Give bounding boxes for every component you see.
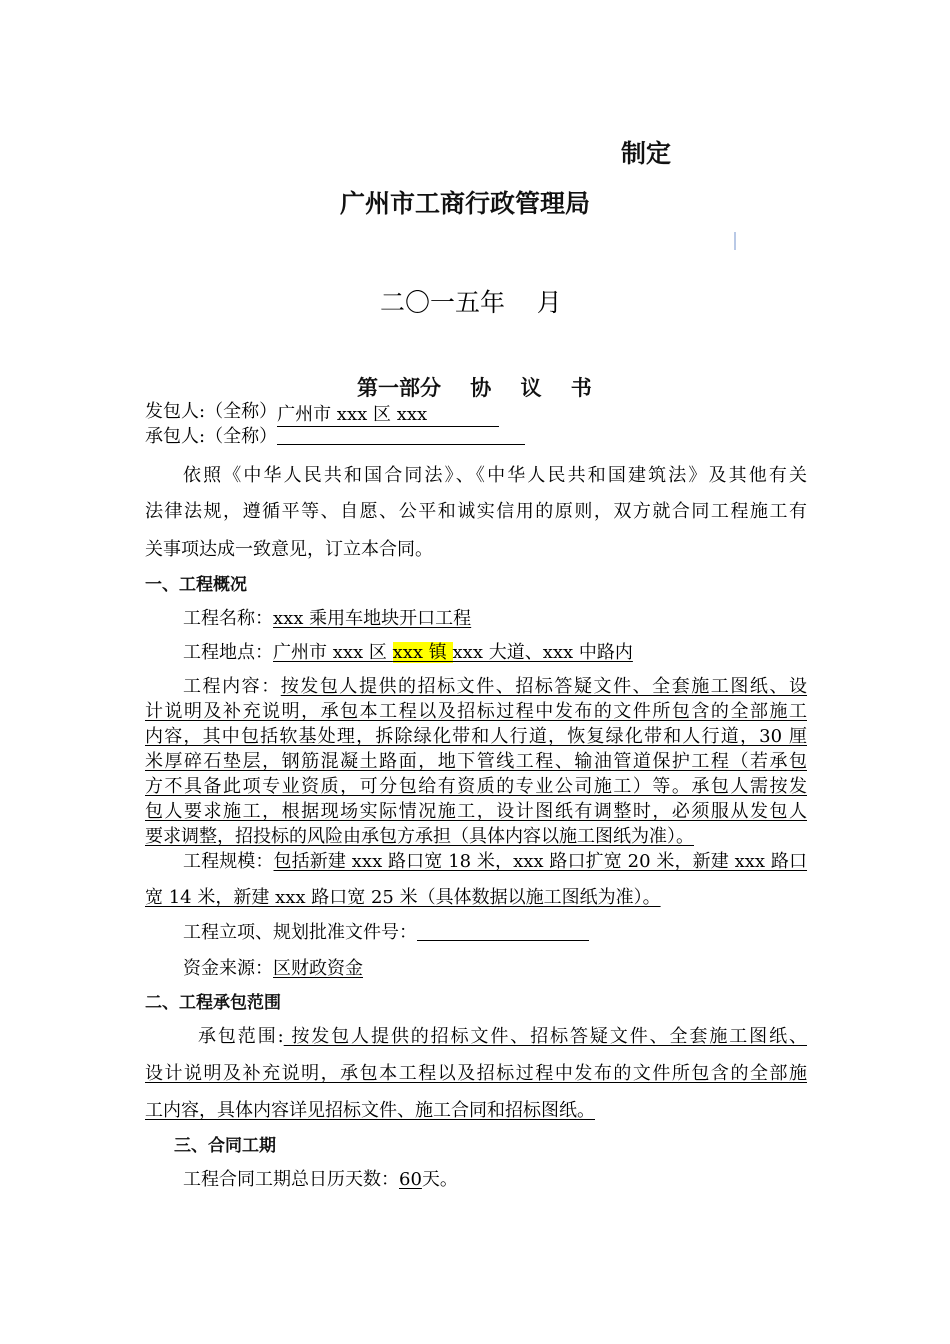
approval-blank[interactable] [417,923,589,941]
contractor-line [145,426,807,448]
location-part1: 广州市 xxx 区 [273,642,393,663]
section3-heading: 三、合同工期 [174,1136,276,1156]
location-part2: xxx 大道、xxx 中路内 [452,642,633,663]
scale-label: 工程规模： [183,851,274,872]
employer-line [145,401,807,423]
scope-text-1: 按发包人提供的招标文件、招标答疑文件、全套施工图纸、 [283,1026,807,1047]
scope-line-1 [198,1022,807,1048]
section2-heading: 二、工程承包范围 [145,993,281,1013]
content-label: 工程内容： [183,676,281,697]
employer-label: 发包人:（全称） [145,401,278,422]
part1-title: 第一部分 协 议 书 [357,376,592,400]
approval-line [183,918,845,944]
fund-line [183,954,845,980]
project-name-label: 工程名称： [183,608,273,629]
content-line-2: 计说明及补充说明，承包本工程以及招标过程中发布的文件所包含的全部施工 [145,701,807,722]
content-line-7: 要求调整，招投标的风险由承包方承担（具体内容以施工图纸为准）。 [145,826,694,847]
content-line-5: 方不具备此项专业资质，可分包给有资质的专业公司施工）等。承包人需按发 [145,776,807,797]
content-text-1: 按发包人提供的招标文件、招标答疑文件、全套施工图纸、设 [280,676,808,697]
days-label: 工程合同工期总日历天数： [183,1169,399,1190]
fund-value: 区财政资金 [273,958,363,979]
preamble-line-2: 法律法规，遵循平等、自愿、公平和诚实信用的原则，双方就合同工程施工有 [145,501,807,522]
employer-value[interactable]: 广州市 xxx 区 xxx [277,404,499,427]
cover-zhiding: 制定 [621,139,672,168]
scope-line-3: 工内容，具体内容详见招标文件、施工合同和招标图纸。 [145,1100,595,1121]
content-line-6: 包人要求施工，根据现场实际情况施工，设计图纸有调整时，必须服从发包人 [145,801,807,822]
days-line [183,1165,845,1191]
content-line-1 [183,672,807,698]
content-line-3: 内容，其中包括软基处理，拆除绿化带和人行道，恢复绿化带和人行道，30 厘 [145,726,807,747]
cover-bureau: 广州市工商行政管理局 [340,189,591,218]
project-location-line [183,638,845,664]
fund-label: 资金来源： [183,958,273,979]
cover-date: 二〇一五年 月 [380,288,562,317]
contractor-label: 承包人:（全称） [145,426,278,447]
contractor-blank[interactable] [277,427,525,445]
scale-text-1: 包括新建 xxx 路口宽 18 米，xxx 路口扩宽 20 米，新建 xxx 路口 [273,851,808,872]
section1-heading: 一、工程概况 [145,575,247,595]
scale-line-1 [183,847,807,873]
location-highlight: xxx 镇 [392,642,453,663]
approval-label: 工程立项、规划批准文件号： [183,922,417,943]
project-location-label: 工程地点： [183,642,273,663]
scope-label: 承包范围: [198,1026,284,1047]
scale-line-2: 宽 14 米，新建 xxx 路口宽 25 米（具体数据以施工图纸为准）。 [145,887,661,908]
preamble-line-1: 依照《中华人民共和国合同法》、《中华人民共和国建筑法》及其他有关 [183,465,807,486]
preamble-line-3: 关事项达成一致意见，订立本合同。 [145,539,433,560]
content-line-4: 米厚碎石垫层，钢筋混凝土路面，地下管线工程、输油管道保护工程（若承包 [145,751,807,772]
text-cursor [734,232,736,250]
project-name-line [183,604,845,630]
days-unit: 天。 [421,1169,458,1190]
scope-line-2: 设计说明及补充说明，承包本工程以及招标过程中发布的文件所包含的全部施 [145,1063,807,1084]
days-value: 60 [399,1169,422,1190]
project-name-value: xxx 乘用车地块开口工程 [273,608,472,629]
